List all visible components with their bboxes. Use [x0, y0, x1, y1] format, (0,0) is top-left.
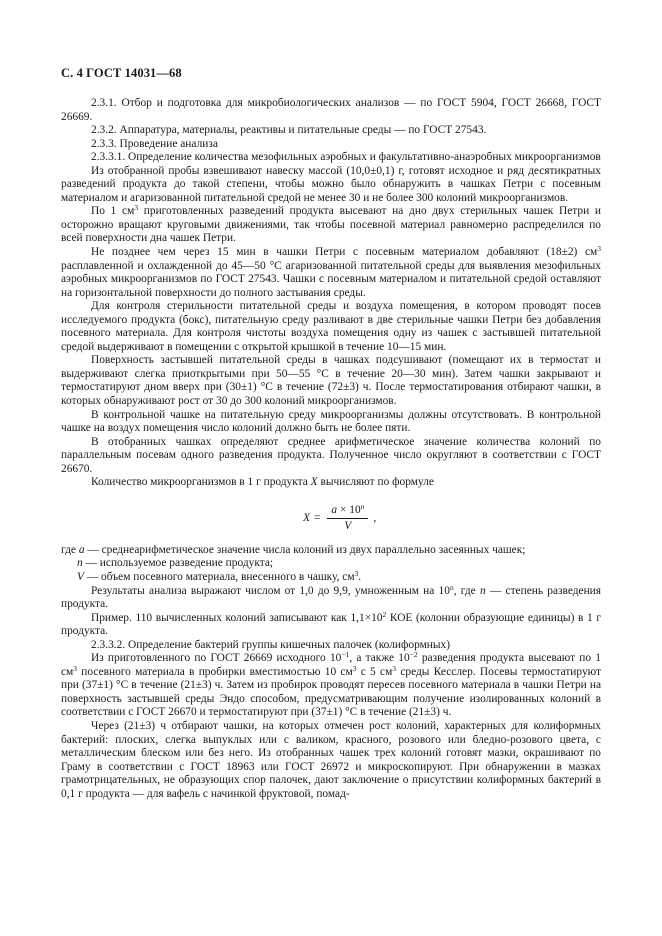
paragraph-control-dish: В контрольной чашке на питательную среду микроорганизмы должны отсутствовать. В контрольной чашке на воздух помещения число колоний должно быть не более пяти. — [61, 408, 601, 435]
legend-v: V — объем посевного материала, внесенного в чашку, $см^3$. — [77, 568, 362, 583]
paragraph-sample-weighing: Из отобранной пробы взвешивают навеску массой (10,0±0,1) г, готовят исходное и ряд десятикратных разведений продукта до такой степени, чтобы можно было обнаружить в чашках Петри с посевным материалом и агаризованной питательной средой не менее 30 и не более 300 колоний микроорганизмов. — [61, 164, 601, 204]
formula: X = $\frac{a \times 10^n}{V}$ , — [303, 501, 377, 533]
formula-legend — [61, 544, 601, 585]
paragraph-coliform-seeding: Из приготовленного по ГОСТ 26669 исходного $10^{-1}$, а также $10^{-2}$ разведения продукта высевают по 1 $см^3$ посевного материала в пробирки вместимостью 10 $см^3$ с 5 $см^3$ среды Кесслер. Посевы термостатируют при (37±1) °С в течение (21±3) ч. Затем из пробирок проводят пересев посевного материала в чашки Петри на поверхность застывшей среды Эндо способом, предусматривающим получение изолированных колоний в соответствии с ГОСТ 26670 и термостатируют при (37±1) °С в течение (21±3) ч. — [61, 650, 601, 719]
paragraph-coliform-dishes: Через (21±3) ч отбирают чашки, на которых отмечен рост колоний, характерных для колиформных бактерий: плоских, слегка выпуклых или с валиком, красного, розового или бледно-розового цвета, с металлическим блеском или без него. Из отобранных чашек трех колоний готовят мазки, окрашивают по Граму в соответствии с ГОСТ 18963 или ГОСТ 26972 и микроскопируют. При обнаружении в мазках грамотрицательных, не образующих спор палочек, дают заключение о присутствии колиформных бактерий в 0,1 г продукта — для вафель с начинкой фруктовой, помад- — [61, 719, 601, 800]
paragraph-sterility-control: Для контроля стерильности питательной среды и воздуха помещения, в котором проводят посев исследуемого продукта (бокс), питательную среду разливают в две стерильные чашки Петри без добавления посевного материала. Для контроля чистоты воздуха помещения одну из чашек с застывшей питательной средой выдерживают в помещении с открытой крышкой в течение 10—15 мин. — [61, 300, 601, 353]
formula-fraction: $\frac{a \times 10^n}{V}$ — [327, 504, 368, 534]
paragraph-results: Результаты анализа выражают числом от 1,0 до 9,9, умноженным на 10$^n$, где n — степень разведения продукта. — [61, 582, 602, 611]
page-header: С. 4 ГОСТ 14031—68 — [61, 66, 182, 80]
paragraph-example: Пример. 110 вычисленных колоний записывают как $1,1\times 10^2$ КОЕ (колонии образующие единицы) в 1 г продукта. — [61, 609, 601, 638]
section-2-3-1: 2.3.1. Отбор и подготовка для микробиологических анализов — по ГОСТ 5904, ГОСТ 26668, ГОСТ 26669. — [61, 97, 601, 123]
section-2-3-3: 2.3.3. Проведение анализа — [91, 137, 218, 150]
document-body — [61, 97, 601, 801]
paragraph-formula-intro: Количество микроорганизмов в 1 г продукта X вычисляют по формуле — [91, 476, 434, 489]
section-2-3-3-1: 2.3.3.1. Определение количества мезофильных аэробных и факультативно-анаэробных микроорганизмов — [91, 151, 601, 164]
paragraph-drying: Поверхность застывшей питательной среды в чашках подсушивают (помещают их в термостат и выдерживают слегка приоткрытыми при 50—55 °С в течение 20—30 мин). Затем чашки закрывают и термостатируют дном вверх при (30±1) °С в течение (72±3) ч. После термостатирования отбирают чашки, в которых обнаруживают рост от 30 до 300 колоний микроорганизмов. — [61, 354, 601, 408]
paragraph-average: В отобранных чашках определяют среднее арифметическое значение количества колоний по параллельным посевам одного разведения продукта. Полученное число округляют в соответствии с ГОСТ 26670. — [61, 435, 601, 475]
section-2-3-3-2: 2.3.3.2. Определение бактерий группы кишечных палочек (колиформных) — [91, 638, 451, 651]
legend-a: где a — среднеарифметическое значение числа колоний из двух параллельно засеянных чашек; — [61, 543, 526, 556]
section-2-3-2: 2.3.2. Аппаратура, материалы, реактивы и питательные среды — по ГОСТ 27543. — [91, 124, 487, 137]
legend-n: n — используемое разведение продукта; — [77, 557, 274, 570]
paragraph-medium-addition: Не позднее чем через 15 мин в чашки Петри с посевным материалом добавляют (18±2) $см^3$ расплавленной и охлажденной до 45—50 °С агаризованной питательной среды для выявления мезофильных аэробных микроорганизмов по ГОСТ 27543. Чашки с посевным материалом и питательной средой оставляют на горизонтальной поверхности до полного застывания среды. — [61, 244, 601, 299]
formula-block — [61, 498, 601, 540]
paragraph-seeding: По 1 $см^3$ приготовленных разведений продукта высевают на дно двух стерильных чашек Петри и осторожно вращают круговыми движениями, так чтобы посевной материал равномерно распределился по всей поверхности дна чашек Петри. — [61, 203, 602, 245]
